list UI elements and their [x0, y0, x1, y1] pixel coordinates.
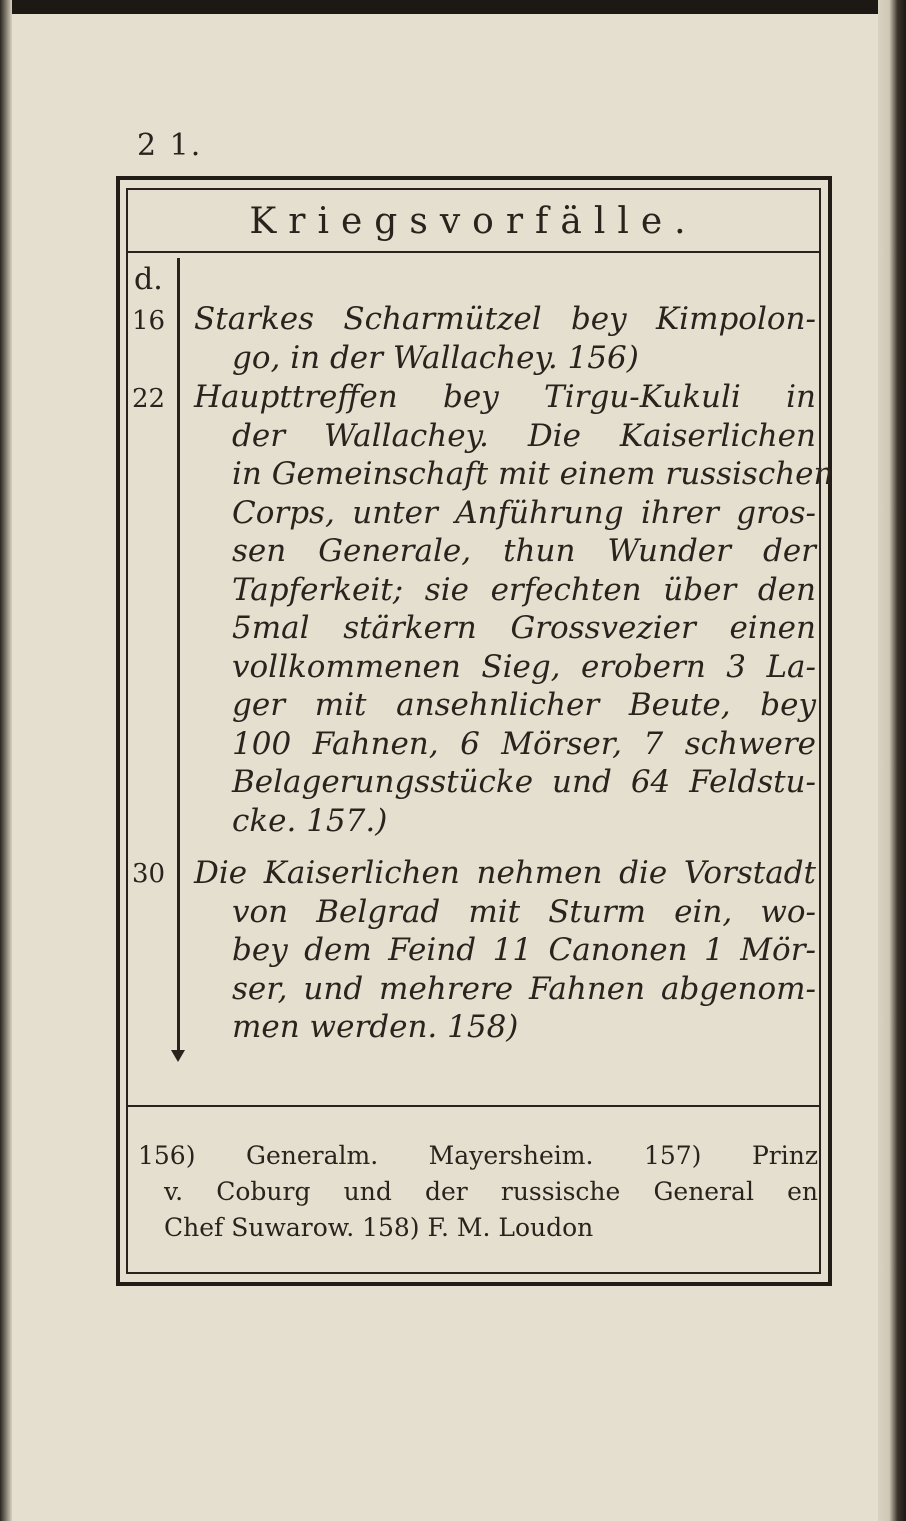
- entry-line: ger mit ansehnlicher Beute, bey: [232, 687, 816, 723]
- entry-line: der Wallachey. Die Kaiserlichen: [232, 417, 816, 454]
- day-column-arrow: [171, 1050, 185, 1062]
- entry-line: sen Generale, thun Wunder der: [232, 533, 816, 569]
- entry-line: 5mal stärkern Grossvezier einen: [232, 610, 816, 646]
- entry-line: Corps, unter Anführung ihrer gros-: [232, 494, 816, 531]
- day-column-header: d.: [134, 262, 163, 297]
- footnotes: [138, 1138, 818, 1246]
- entry-line: Haupttreffen bey Tirgu-Kukuli in: [194, 379, 816, 415]
- entry-line: vollkommenen Sieg, erobern 3 La-: [232, 648, 816, 685]
- entry-line: ser, und mehrere Fahnen abgenom-: [232, 970, 816, 1007]
- entry-day: 30: [132, 859, 166, 889]
- entry-text: [194, 300, 816, 377]
- entry-line: von Belgrad mit Sturm ein, wo-: [232, 893, 816, 930]
- footnote-line: Chef Suwarow. 158) F. M. Loudon: [164, 1213, 594, 1242]
- entry-line: Belagerungsstücke und 64 Feldstu-: [232, 764, 816, 800]
- entry-text: [194, 854, 816, 1047]
- entry-day: 22: [132, 384, 166, 414]
- entry-text: [194, 378, 834, 840]
- entry-line: Die Kaiserlichen nehmen die Vorstadt: [194, 855, 816, 891]
- entry-line: cke. 157.): [232, 802, 388, 839]
- section-title: Kriegsvorfälle.: [249, 201, 698, 242]
- entry-line: go, in der Wallachey. 156): [232, 339, 639, 376]
- page-number: 2 1.: [137, 128, 203, 163]
- entry-line: Starkes Scharmützel bey Kimpolon-: [194, 301, 816, 337]
- entry-line: 100 Fahnen, 6 Mörser, 7 schwere: [232, 725, 816, 762]
- footnote-rule: [126, 1105, 821, 1107]
- footnote-line: 156) Generalm. Mayersheim. 157) Prinz: [138, 1141, 818, 1170]
- day-column-rule: [177, 258, 180, 1058]
- entry-line: men werden. 158): [232, 1009, 519, 1045]
- page-edge-left: [0, 0, 12, 1521]
- title-rule: [126, 251, 821, 253]
- page-edge-right: [878, 0, 906, 1521]
- entry-line: in Gemeinschaft mit einem russischen: [232, 456, 834, 492]
- page-edge-top: [0, 0, 906, 14]
- entry-day: 16: [132, 306, 166, 336]
- entry-line: Tapferkeit; sie erfechten über den: [232, 571, 816, 608]
- entry-line: bey dem Feind 11 Canonen 1 Mör-: [232, 932, 816, 968]
- footnote-line: v. Coburg und der russische General en: [164, 1177, 818, 1206]
